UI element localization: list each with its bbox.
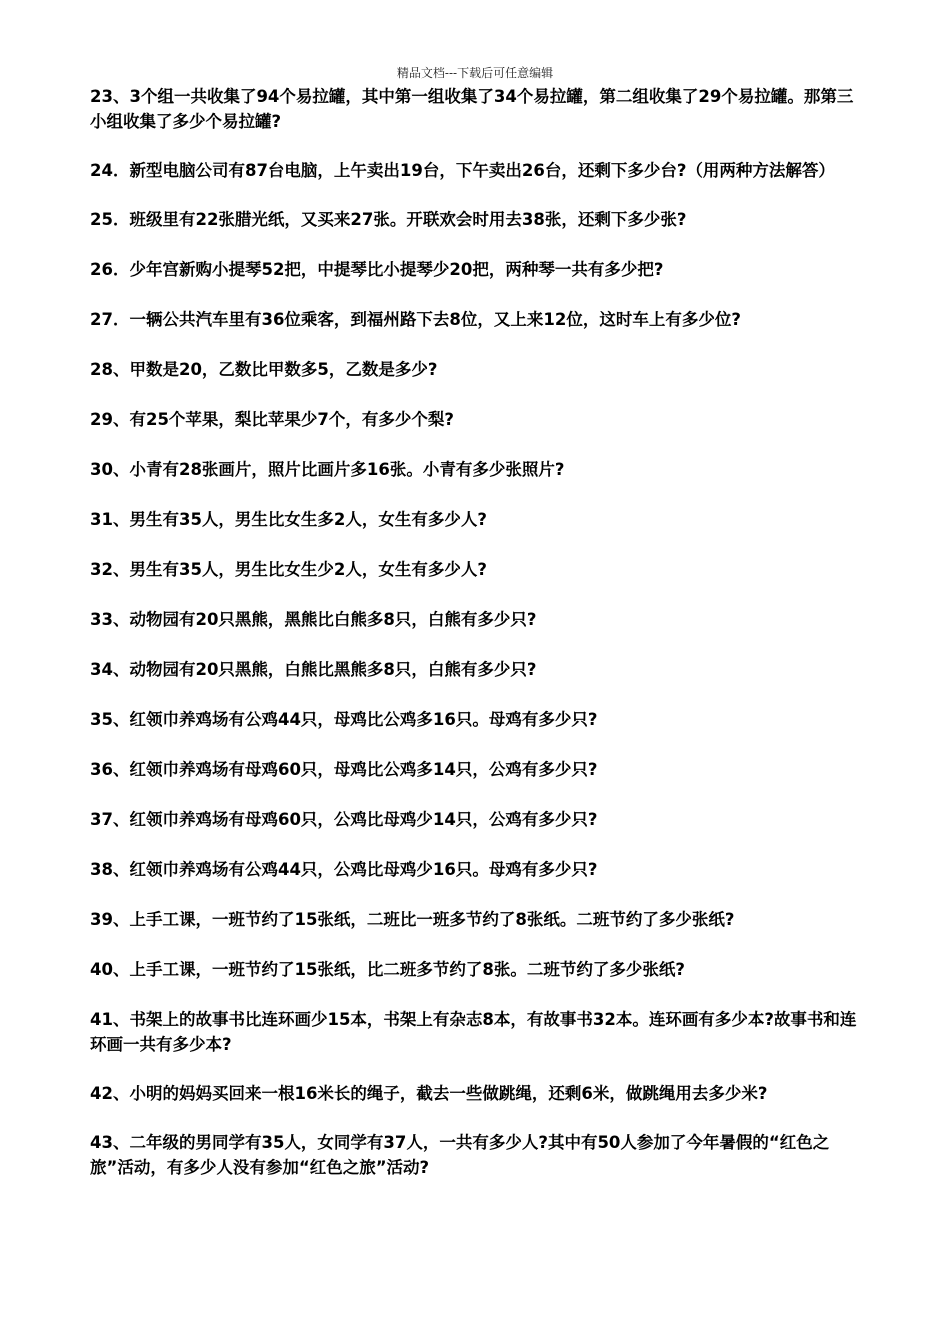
question-43: 43、二年级的男同学有35人，女同学有37人，一共有多少人?其中有50人参加了今年暑假的“红色之旅”活动，有多少人没有参加“红色之旅”活动? xyxy=(90,1133,830,1177)
question-27: 27．一辆公共汽车里有36位乘客，到福州路下去8位，又上来12位，这时车上有多少位? xyxy=(90,310,741,329)
question-42: 42、小明的妈妈买回来一根16米长的绳子，截去一些做跳绳，还剩6米，做跳绳用去多少米? xyxy=(90,1084,768,1103)
question-31: 31、男生有35人，男生比女生多2人，女生有多少人? xyxy=(90,510,487,529)
question-28: 28、甲数是20，乙数比甲数多5，乙数是多少? xyxy=(90,360,438,379)
question-25: 25．班级里有22张腊光纸，又买来27张。开联欢会时用去38张，还剩下多少张? xyxy=(90,210,687,229)
question-32: 32、男生有35人，男生比女生少2人，女生有多少人? xyxy=(90,560,487,579)
question-39: 39、上手工课，一班节约了15张纸，二班比一班多节约了8张纸。二班节约了多少张纸? xyxy=(90,910,735,929)
question-40: 40、上手工课，一班节约了15张纸，比二班多节约了8张。二班节约了多少张纸? xyxy=(90,960,685,979)
question-37: 37、红领巾养鸡场有母鸡60只，公鸡比母鸡少14只，公鸡有多少只? xyxy=(90,810,598,829)
page-header: 精品文档---下载后可任意编辑 xyxy=(396,66,554,80)
question-24: 24．新型电脑公司有87台电脑，上午卖出19台，下午卖出26台，还剩下多少台?（用两种方法解答） xyxy=(90,161,835,180)
question-34: 34、动物园有20只黑熊，白熊比黑熊多8只，白熊有多少只? xyxy=(90,660,537,679)
question-29: 29、有25个苹果，梨比苹果少7个，有多少个梨? xyxy=(90,410,454,429)
question-35: 35、红领巾养鸡场有公鸡44只，母鸡比公鸡多16只。母鸡有多少只? xyxy=(90,710,598,729)
question-23: 23、3个组一共收集了94个易拉罐，其中第一组收集了34个易拉罐，第二组收集了29个易拉罐。那第三小组收集了多少个易拉罐? xyxy=(90,87,854,131)
question-30: 30、小青有28张画片，照片比画片多16张。小青有多少张照片? xyxy=(90,460,565,479)
question-list xyxy=(90,84,860,1204)
question-33: 33、动物园有20只黑熊，黑熊比白熊多8只，白熊有多少只? xyxy=(90,610,537,629)
question-38: 38、红领巾养鸡场有公鸡44只，公鸡比母鸡少16只。母鸡有多少只? xyxy=(90,860,598,879)
question-36: 36、红领巾养鸡场有母鸡60只，母鸡比公鸡多14只，公鸡有多少只? xyxy=(90,760,598,779)
question-41: 41、书架上的故事书比连环画少15本，书架上有杂志8本，有故事书32本。连环画有多少本?故事书和连环画一共有多少本? xyxy=(90,1010,857,1054)
question-26: 26．少年宫新购小提琴52把，中提琴比小提琴少20把，两种琴一共有多少把? xyxy=(90,260,664,279)
